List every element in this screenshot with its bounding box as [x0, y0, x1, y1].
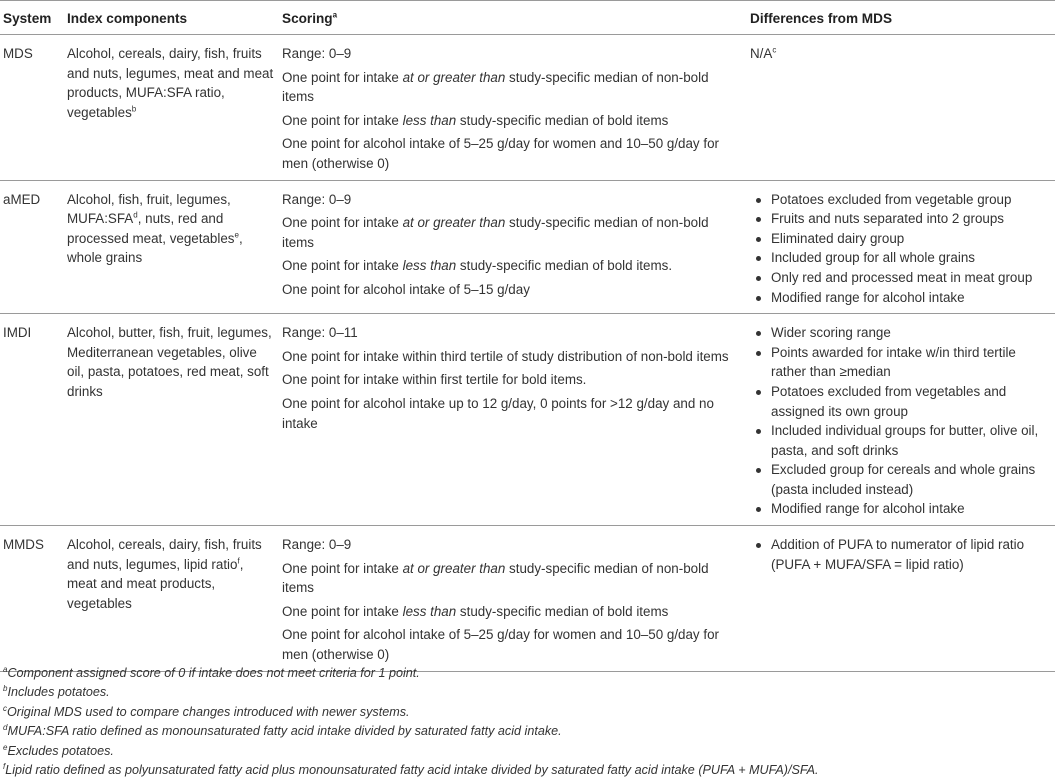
system-name: MMDS: [3, 537, 44, 553]
footnote: [3, 683, 819, 702]
cell-scoring: [278, 35, 746, 181]
scoring-emphasis: at or greater than: [402, 69, 506, 85]
difference-item: Points awarded for intake w/in third tertile rather than ≥median: [750, 343, 1051, 382]
scoring-emphasis: less than: [402, 258, 457, 274]
scoring-text: One point for intake: [282, 69, 403, 85]
footnote-mark: f: [3, 761, 6, 771]
footnote-mark: c: [772, 45, 777, 55]
footnote-mark: d: [3, 722, 8, 732]
cell-scoring: [278, 526, 746, 672]
scoring-text: study-specific median of non-bold items: [282, 215, 709, 250]
scoring-text: study-specific median of bold items: [456, 112, 669, 128]
header-system: System: [0, 1, 63, 35]
scoring-text: Range: 0–9: [282, 537, 352, 553]
scoring-text: One point for intake: [282, 258, 403, 274]
difference-item: Modified range for alcohol intake: [750, 499, 1051, 519]
difference-item: Fruits and nuts separated into 2 groups: [750, 209, 1051, 229]
scoring-line: [282, 625, 742, 664]
scoring-line: [282, 213, 742, 252]
scoring-line: [282, 602, 742, 622]
scoring-text: Range: 0–9: [282, 46, 352, 61]
table-row: [0, 314, 1055, 526]
scoring-emphasis: less than: [402, 112, 457, 128]
scoring-text: Range: 0–9: [282, 191, 352, 207]
scoring-text: Range: 0–11: [282, 325, 358, 341]
difference-item: Only red and processed meat in meat group: [750, 268, 1051, 288]
difference-item: Modified range for alcohol intake: [750, 288, 1051, 308]
footnote-mark: a: [3, 664, 8, 674]
differences-list: [750, 535, 1051, 574]
difference-item: Excluded group for cereals and whole grains (pasta included instead): [750, 460, 1051, 499]
scoring-emphasis: at or greater than: [402, 215, 506, 231]
footnote-text: Component assigned score of 0 if intake does not meet criteria for 1 point.: [7, 666, 420, 680]
cell-differences: [746, 180, 1055, 314]
footnote-mark: e: [234, 230, 239, 240]
scoring-line: [282, 535, 742, 555]
scoring-line: [282, 111, 742, 131]
footnote-text: Includes potatoes.: [7, 685, 110, 700]
difference-item: Included group for all whole grains: [750, 248, 1051, 268]
system-name: aMED: [3, 191, 41, 207]
scoring-line: [282, 394, 742, 433]
components-text: Alcohol, butter, fish, fruit, legumes, Mediterranean vegetables, olive oil, pasta, potatoes, red meat, soft drinks: [67, 325, 272, 399]
scoring-line: [282, 280, 742, 300]
scoring-text: One point for intake: [282, 215, 403, 231]
table-row: [0, 180, 1055, 314]
difference-item: Potatoes excluded from vegetable group: [750, 190, 1051, 210]
scoring-text: One point for intake within third tertile of study distribution of non-bold items: [282, 348, 729, 364]
scoring-line: [282, 68, 742, 107]
cell-components: [63, 314, 278, 526]
header-scoring: [278, 1, 746, 35]
scoring-text: One point for alcohol intake of 5–15 g/day: [282, 281, 530, 297]
components-text: Alcohol, cereals, dairy, fish, fruits and nuts, legumes, lipid ratio: [67, 537, 262, 572]
differences-list: [750, 323, 1051, 519]
difference-item: Potatoes excluded from vegetables and assigned its own group: [750, 382, 1051, 421]
scoring-text: One point for intake: [282, 112, 403, 128]
footnote-mark: f: [237, 556, 240, 566]
cell-system: [0, 180, 63, 314]
scoring-text: study-specific median of bold items.: [456, 258, 673, 274]
table-body: [0, 35, 1055, 672]
difference-item: Addition of PUFA to numerator of lipid ratio (PUFA + MUFA/SFA = lipid ratio): [750, 535, 1051, 574]
scoring-text: study-specific median of non-bold items: [282, 560, 709, 596]
difference-item: Eliminated dairy group: [750, 229, 1051, 249]
footnote: [3, 664, 819, 683]
scoring-text: One point for intake within first tertile for bold items.: [282, 372, 587, 388]
table-row: [0, 526, 1055, 672]
footnote-mark: b: [3, 684, 8, 694]
footnote: [3, 722, 819, 741]
cell-components: [63, 526, 278, 672]
cell-differences: [746, 526, 1055, 672]
components-text: Alcohol, cereals, dairy, fish, fruits and nuts, legumes, meat and meat products, MUFA:SFA ratio, vegetables: [67, 46, 274, 120]
footnote-text: Excludes potatoes.: [7, 743, 114, 758]
cell-system: [0, 526, 63, 672]
footnote-mark: e: [3, 742, 8, 752]
scoring-line: [282, 347, 742, 367]
scoring-text: One point for alcohol intake of 5–25 g/day for women and 10–50 g/day for men (otherwise 0): [282, 627, 719, 663]
cell-scoring: [278, 314, 746, 526]
scoring-text: study-specific median of bold items: [456, 603, 669, 619]
cell-scoring: [278, 180, 746, 314]
footnote-text: Original MDS used to compare changes introduced with newer systems.: [7, 704, 410, 719]
scoring-line: [282, 190, 742, 210]
cell-system: [0, 35, 63, 181]
footnote-mark: d: [133, 210, 138, 220]
cell-system: [0, 314, 63, 526]
difference-text: N/A: [750, 46, 773, 61]
footnotes: [3, 664, 819, 780]
scoring-line: [282, 370, 742, 390]
scoring-text: study-specific median of non-bold items: [282, 69, 709, 105]
scoring-line: [282, 559, 742, 598]
footnote: [3, 742, 819, 761]
scoring-text: One point for intake: [282, 560, 403, 576]
scoring-line: [282, 134, 742, 173]
difference-item: Wider scoring range: [750, 323, 1051, 343]
components-text: Alcohol, fish, fruit, legumes, MUFA:SFA: [67, 191, 231, 227]
scoring-text: One point for alcohol intake of 5–25 g/day for women and 10–50 g/day for men (otherwise 0): [282, 136, 719, 171]
cell-differences: [746, 314, 1055, 526]
header-row: [0, 1, 1055, 35]
system-name: IMDI: [3, 325, 32, 341]
cell-components: [63, 35, 278, 181]
scoring-line: [282, 44, 742, 64]
footnote-text: Lipid ratio defined as polyunsaturated fatty acid plus monounsaturated fatty acid intake divided by saturated fatty acid intake (PUFA + MUFA)/SFA.: [5, 762, 819, 777]
scoring-text: One point for intake: [282, 603, 403, 619]
scoring-emphasis: at or greater than: [402, 560, 506, 576]
scoring-line: [282, 323, 742, 343]
scoring-emphasis: less than: [402, 603, 457, 619]
components-text: , meat and meat products, vegetables: [67, 556, 244, 611]
footnote-mark: b: [131, 104, 137, 114]
scoring-line: [282, 256, 742, 276]
difference-item: Included individual groups for butter, olive oil, pasta, and soft drinks: [750, 421, 1051, 460]
table-row: [0, 35, 1055, 181]
cell-differences: [746, 35, 1055, 181]
cell-components: [63, 180, 278, 314]
components-text: , nuts, red and processed meat, vegetables: [67, 211, 235, 246]
components-text: , whole grains: [67, 230, 243, 266]
header-scoring-label: Scoring: [282, 11, 333, 26]
header-components: Index components: [63, 1, 278, 35]
footnote: [3, 761, 819, 780]
footnote-mark: c: [3, 703, 7, 713]
footnote-text: MUFA:SFA ratio defined as monounsaturated fatty acid intake divided by saturated fatty acid intake.: [7, 724, 562, 739]
system-name: MDS: [3, 46, 33, 61]
header-differences: Differences from MDS: [746, 1, 1055, 35]
scoring-text: One point for alcohol intake up to 12 g/day, 0 points for >12 g/day and no intake: [282, 395, 714, 431]
footnote: [3, 703, 819, 722]
header-scoring-sup: a: [332, 10, 338, 20]
differences-list: [750, 190, 1051, 308]
